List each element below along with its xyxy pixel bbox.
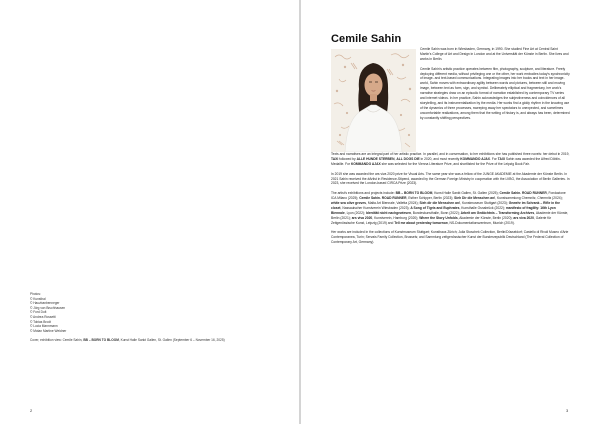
intro-paragraph: Cemile Sahin's artistic practice operates between film, photography, sculpture, and literature. Freely deploying different media, without privileging one or the other, her work embodies today's synchronicity of image- and text-based communications. Integrating images into her books and text in her image-world, Sahin moves with extraordinary agility between words and pictures, between still and moving image, between text as form, sign, and symbol. Deliberately elliptical and fragmentary, her work's narrative strategies draw on an episodic format of narration established by contemporary TV series and internet videos. In her practice, Sahin acknowledges the subjectiveness and coincidences of all storytelling, and its instrumentalization by the media. Her works find a giddy rhythm in the knowing use of the dynamics of three processes, sweeping away her spectators to unexpected, and sometimes uncomfortable realizations, among them that the writing of history is, and always has been, determined by constantly shifting perspectives.: [420, 66, 570, 120]
page-number-left: 2: [30, 408, 33, 413]
page-number-right: 3: [566, 408, 569, 413]
photo-credit: © Hauzbanbenneger: [30, 301, 60, 306]
photo-credit: © Kunsthal: [30, 296, 46, 301]
photo-credit: © Tobias Brodt: [30, 319, 51, 324]
awards-paragraph: In 2019 she was awarded the ars viva 2020 prize for Visual Arts. The same year she was a fellow of the JUNGE AKADEMIE at the Akademie der Künste Berlin. In 2021 Sahin received the #Artist in Residence-Stipend, awarded by the German Foreign Ministry in cooperation with the LVBG, the Association of Berlin Galleries. In 2023, she received the London-based CIRCA Prize (2023).: [331, 171, 570, 186]
exhibitions-paragraph: The artist's exhibitions and projects include: BB – BORN TO BLOOM, Kunst Halle Sankt Gallen, St. Gallen (2025); Cemile Sahin. ROAD RUNNER, Fondazione ICA Milano (2025); Cemile Sahin. ROAD RUNNER, Esther Schipper, Berlin (2023); Sieh Dir die Menschen an!, Kunstsammlung Chemnitz, Chemnitz (2024); white sea olive groves, Malta Art Biennale, Valletta (2024); Sieh dir die Menschen an!, Kunstmuseum Stuttgart (2023); Gewehr im Schrank – Rifle in the closet, Nassauischer Kunstverein Wiesbaden (2023); A Song of Tigris and Euphrates, Kunsthalle Osnabrück (2022); manifesto of fragility: 16th Lyon Biennale, Lyon (2022); Identität nicht nachgewiesen, Bundeskunsthalle, Bonn (2022); Arbeit am Gedächtnis – Transforming Archives, Akademie der Künste, Berlin (2021); ars viva 2020, Kunstverein, Hamburg (2020); Where the Story Unfolds, Akademie der Künste, Berlin (2020); ars viva 2020, Galerie für Zeitgenössische Kunst, Leipzig (2019) and Tell me about yesterday tomorrow, NS-Dokumentationszentrum, Munich (2019).: [331, 191, 569, 225]
publications-paragraph: Texts and narratives are an integral part of her artistic practice. In parallel, and in conversation, to her exhibitions she has published three novels: her debut in 2019, TAXI followed by ALLE HUNDE STERBEN, ALL DOGS DIE in 2020, and most recently KOMMANDO AJAX. For TAXI Sahin was awarded the Alfred Döblin-Medaille. For KOMMANDO AJAX she was selected for the Vienna Literature Prize, and shortlisted for the Prize of the Leipzig Book Fair.: [331, 152, 570, 166]
photo-credit: © Ford Dolt: [30, 310, 47, 315]
credits-heading: Photos:: [30, 292, 41, 296]
left-page: [0, 0, 299, 424]
right-page: [301, 0, 600, 424]
cover-caption: Cover, exhibition view: Cemile Sahin, BB – BORN TO BLOOM, Kunst Halle Sankt Gallen, St. Gallen (September 6 – November 16, 2025): [30, 338, 225, 342]
artist-name-heading: Cemile Sahin: [331, 33, 402, 45]
artist-portrait-photo: [331, 49, 416, 152]
intro-paragraph: Cemile Sahin was born in Wiesbaden, Germany, in 1990. She studied Fine Art at Central Saint Martin's College of Art and Design in London and at the Universität der Künste in Berlin. She lives and works in Berlin.: [420, 47, 569, 61]
photo-credit: © Jörg von Bruchhausen: [30, 305, 66, 310]
collections-paragraph: Her works are included in the collections of Kunstmuseum Stuttgart; Kunsthaus Zürich; Julia Stoschek Collection, Berlin/Düsseldorf; Castello di Rivoli Museo d'Arte Contemporanea, Turin; Servais Family Collection, Brussels; and Sammlung zeitgenössischer Kunst der Bundesrepublik Deutschland (The Federal Collection of Contemporary Art, Germany).: [331, 230, 569, 245]
photo-credit: © Andrea Rossetti: [30, 314, 56, 319]
bio-text: [331, 152, 570, 250]
photo-credit: © Lucia Mannmann: [30, 324, 58, 329]
photo-credits: [30, 292, 270, 333]
intro-text: [420, 47, 570, 125]
photo-credit: © Motan Martine Weldner: [30, 328, 67, 333]
portrait-illustration: [331, 49, 416, 152]
